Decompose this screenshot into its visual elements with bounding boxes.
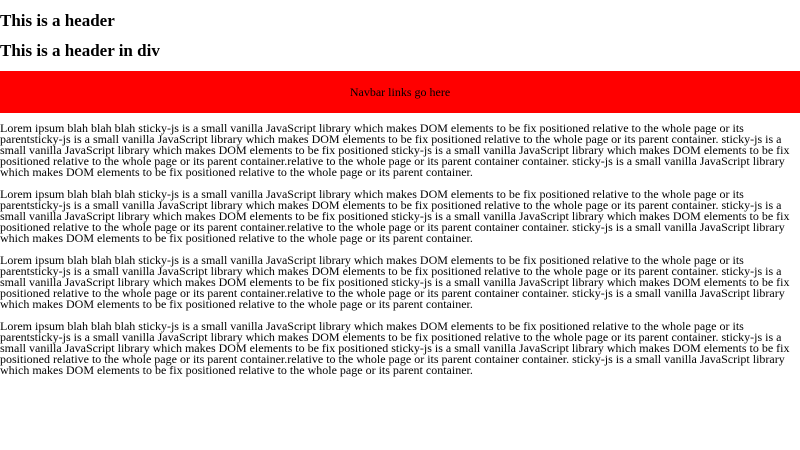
paragraph: Lorem ipsum blah blah blah sticky-js is a small vanilla JavaScript library which makes DOM elements to be fix positioned relative to the whole page or its parentsticky-js is a small vanilla JavaScript library which makes DOM elements to be fix positioned relative to the whole page or its parent container. sticky-js is a small vanilla JavaScript library which makes DOM elements to be fix positioned sticky-js is a small vanilla JavaScript library which makes DOM elements to be fix positioned relative to the whole page or its parent container.relative to the whole page or its parent container container. sticky-js is a small vanilla JavaScript library which makes DOM elements to be fix positioned relative to the whole page or its parent container. — [0, 253, 790, 311]
header-container — [0, 41, 160, 61]
navbar — [0, 71, 800, 113]
paragraph: Lorem ipsum blah blah blah sticky-js is a small vanilla JavaScript library which makes DOM elements to be fix positioned relative to the whole page or its parentsticky-js is a small vanilla JavaScript library which makes DOM elements to be fix positioned relative to the whole page or its parent container. sticky-js is a small vanilla JavaScript library which makes DOM elements to be fix positioned sticky-js is a small vanilla JavaScript library which makes DOM elements to be fix positioned relative to the whole page or its parent container.relative to the whole page or its parent container container. sticky-js is a small vanilla JavaScript library which makes DOM elements to be fix positioned relative to the whole page or its parent container. — [0, 319, 790, 377]
paragraph: Lorem ipsum blah blah blah sticky-js is a small vanilla JavaScript library which makes DOM elements to be fix positioned relative to the whole page or its parentsticky-js is a small vanilla JavaScript library which makes DOM elements to be fix positioned relative to the whole page or its parent container. sticky-js is a small vanilla JavaScript library which makes DOM elements to be fix positioned sticky-js is a small vanilla JavaScript library which makes DOM elements to be fix positioned relative to the whole page or its parent container.relative to the whole page or its parent container container. sticky-js is a small vanilla JavaScript library which makes DOM elements to be fix positioned relative to the whole page or its parent container. — [0, 187, 790, 245]
paragraph: Lorem ipsum blah blah blah sticky-js is a small vanilla JavaScript library which makes DOM elements to be fix positioned relative to the whole page or its parentsticky-js is a small vanilla JavaScript library which makes DOM elements to be fix positioned relative to the whole page or its parent container. sticky-js is a small vanilla JavaScript library which makes DOM elements to be fix positioned sticky-js is a small vanilla JavaScript library which makes DOM elements to be fix positioned relative to the whole page or its parent container.relative to the whole page or its parent container container. sticky-js is a small vanilla JavaScript library which makes DOM elements to be fix positioned relative to the whole page or its parent container. — [0, 121, 790, 179]
navbar-links-text: Navbar links go here — [349, 84, 451, 99]
div-header: This is a header in div — [0, 41, 160, 60]
content-area — [0, 123, 800, 387]
page-header: This is a header — [0, 11, 115, 30]
